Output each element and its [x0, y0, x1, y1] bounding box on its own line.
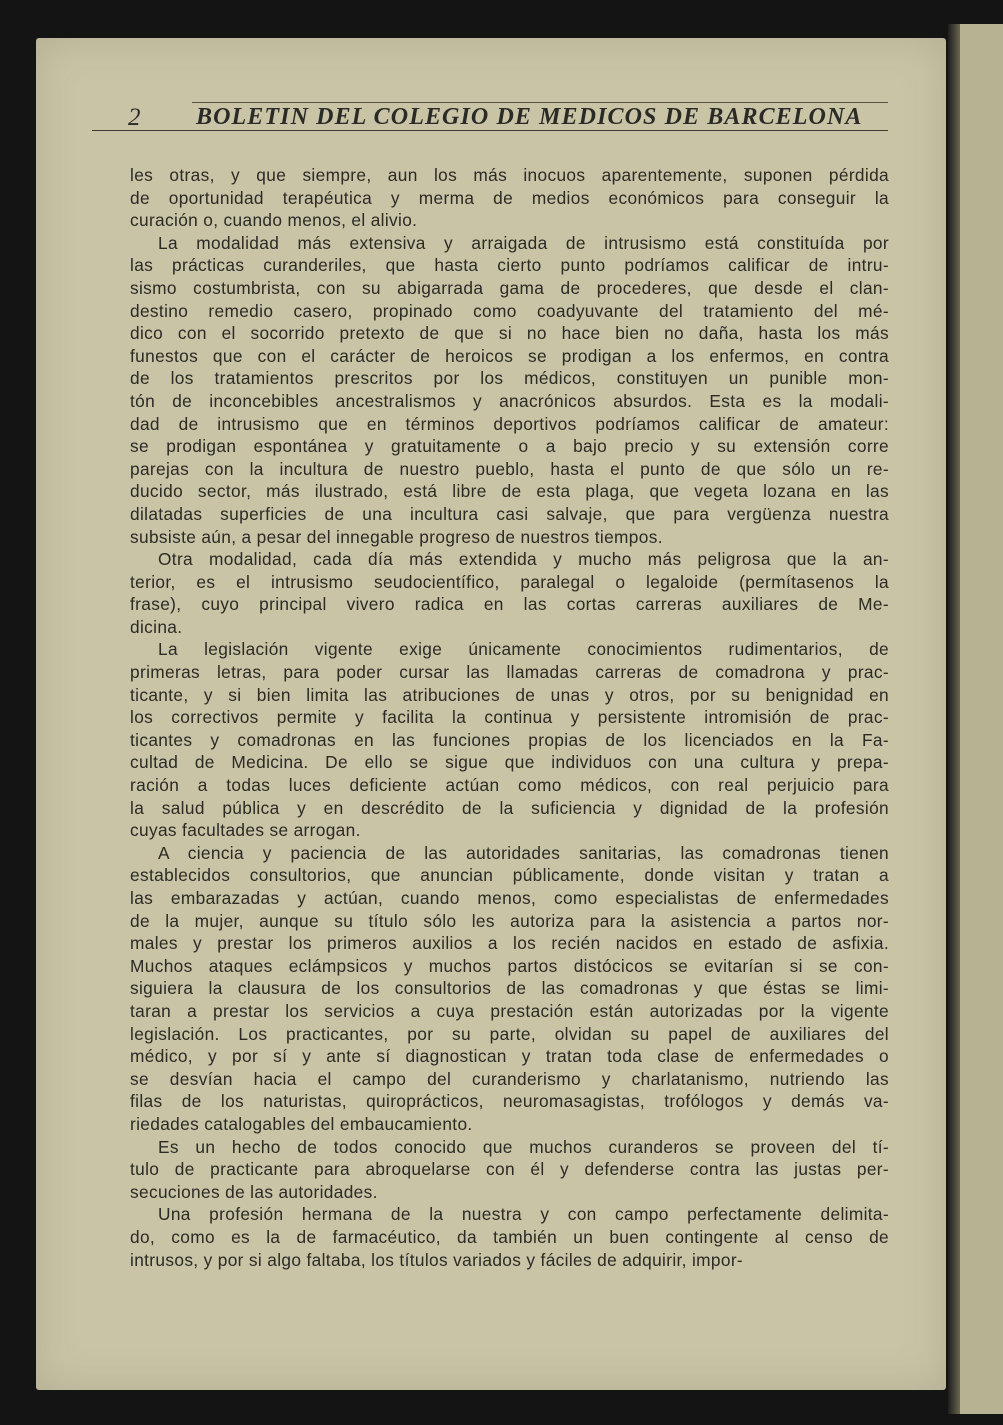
text-line: curación o, cuando menos, el alivio. [130, 210, 418, 231]
text-line: intrusos, y por si algo faltaba, los títulos variados y fáciles de adquirir, impor- [130, 1249, 744, 1270]
text-line: A ciencia y paciencia de las autoridades sanitarias, las comadronas tienen [158, 842, 889, 863]
text-line: sismo costumbrista, con su abigarrada gama de procederes, que desde el clan- [130, 277, 889, 298]
text-line: ducido sector, más ilustrado, está libre de esta plaga, que vegeta lozana en las [130, 481, 889, 502]
text-line: primeras letras, para poder cursar las llamadas carreras de comadrona y prac- [130, 662, 889, 683]
text-line: la salud pública y en descrédito de la suficiencia y dignidad de la profesión [130, 797, 889, 818]
text-line: destino remedio casero, propinado como coadyuvante del tratamiento del mé- [130, 300, 889, 321]
text-line: tón de inconcebibles ancestralismos y anacrónicos absurdos. Esta es la modali- [130, 390, 889, 411]
text-line: de la mujer, aunque su título sólo les autoriza para la asistencia a partos nor- [130, 910, 889, 931]
text-line: frase), cuyo principal vivero radica en las cortas carreras auxiliares de Me- [130, 594, 889, 615]
next-page-edge [948, 24, 1003, 1414]
text-line: do, como es la de farmacéutico, da también un buen contingente al censo de [130, 1226, 889, 1247]
text-line: legislación. Los practicantes, por su parte, olvidan su papel de auxiliares del [130, 1023, 889, 1044]
text-line: de los tratamientos prescritos por los médicos, constituyen un punible mon- [130, 368, 889, 389]
paragraph [130, 1203, 889, 1271]
paragraph [130, 548, 889, 638]
paragraph [130, 1136, 889, 1204]
text-line: dad de intrusismo que en términos deportivos podríamos calificar de amateur: [130, 413, 889, 434]
paragraph [130, 842, 889, 1136]
text-line: tulo de practicante para abroquelarse con él y defenderse contra las justas per- [130, 1159, 889, 1180]
article-body [130, 164, 889, 1271]
text-line: cultad de Medicina. De ello se sigue que individuos con una cultura y prepa- [130, 752, 889, 773]
text-line: subsiste aún, a pesar del innegable progreso de nuestros tiempos. [130, 526, 663, 547]
text-line: La modalidad más extensiva y arraigada de intrusismo está constituída por [158, 232, 889, 253]
text-line: dicina. [130, 616, 183, 637]
text-line: se desvían hacia el campo del curanderismo y charlatanismo, nutriendo las [130, 1068, 889, 1089]
text-line: dilatadas superficies de una incultura casi salvaje, que para vergüenza nuestra [130, 503, 889, 524]
text-line: las embarazadas y actúan, cuando menos, como especialistas de enfermedades [130, 888, 889, 908]
text-line: ración a todas luces deficiente actúan como médicos, con real perjuicio para [130, 775, 889, 796]
text-line: las prácticas curanderiles, que hasta cierto punto podríamos calificar de intru- [130, 255, 889, 276]
text-line: Muchos ataques eclámpsicos y muchos partos distócicos se evitarían si se con- [130, 955, 889, 976]
journal-title: BOLETIN DEL COLEGIO DE MEDICOS DE BARCELONA [196, 104, 863, 130]
header-rule-top [192, 102, 888, 103]
paragraph [130, 164, 889, 232]
page-number: 2 [128, 104, 141, 131]
text-line: de oportunidad terapéutica y merma de medios económicos para conseguir la [130, 187, 889, 208]
text-line: ticante, y si bien limita las atribuciones de unas y otros, por su benignidad en [130, 684, 889, 705]
text-line: La legislación vigente exige únicamente conocimientos rudimentarios, de [158, 639, 889, 660]
running-header [92, 99, 888, 135]
text-line: médico, y por sí y ante sí diagnostican y tratan toda clase de enfermedades o [130, 1046, 889, 1067]
paragraph [130, 232, 889, 548]
text-line: funestos que con el carácter de heroicos se prodigan a los enfermos, en contra [130, 345, 889, 366]
text-line: taran a prestar los servicios a cuya prestación están autorizadas por la vigente [130, 1000, 889, 1021]
book-gutter [948, 24, 960, 1414]
text-line: ticantes y comadronas en las funciones propias de los licenciados en la Fa- [130, 729, 889, 750]
text-line: se prodigan espontánea y gratuitamente o a bajo precio y su extensión corre [130, 436, 889, 457]
text-line: cuyas facultades se arrogan. [130, 820, 361, 841]
text-line: Otra modalidad, cada día más extendida y mucho más peligrosa que la an- [158, 549, 889, 570]
text-line: los correctivos permite y facilita la continua y persistente intromisión de prac- [130, 707, 889, 728]
header-rule-bottom [92, 130, 888, 131]
text-line: establecidos consultorios, que anuncian públicamente, donde visitan y tratan a [130, 865, 889, 886]
text-line: Es un hecho de todos conocido que muchos curanderos se proveen del tí- [158, 1136, 889, 1157]
text-line: siguiera la clausura de los consultorios de las comadronas y que éstas se limi- [130, 978, 889, 999]
text-line: Una profesión hermana de la nuestra y con campo perfectamente delimita- [158, 1204, 889, 1225]
text-line: les otras, y que siempre, aun los más inocuos aparentemente, suponen pérdida [130, 165, 889, 185]
text-line: males y prestar los primeros auxilios a los recién nacidos en estado de asfixia. [130, 933, 889, 954]
text-line: riedades catalogables del embaucamiento. [130, 1113, 473, 1134]
text-line: filas de los naturistas, quiroprácticos, neuromasagistas, trofólogos y demás va- [130, 1091, 889, 1112]
text-line: secuciones de las autoridades. [130, 1181, 378, 1202]
text-line: dico con el socorrido pretexto de que si no hace bien no daña, hasta los más [130, 323, 889, 344]
text-line: parejas con la incultura de nuestro pueblo, hasta el punto de que sólo un re- [130, 458, 889, 479]
paragraph [130, 638, 889, 841]
text-line: terior, es el intrusismo seudocientífico, paralegal o legaloide (permítasenos la [130, 571, 889, 592]
